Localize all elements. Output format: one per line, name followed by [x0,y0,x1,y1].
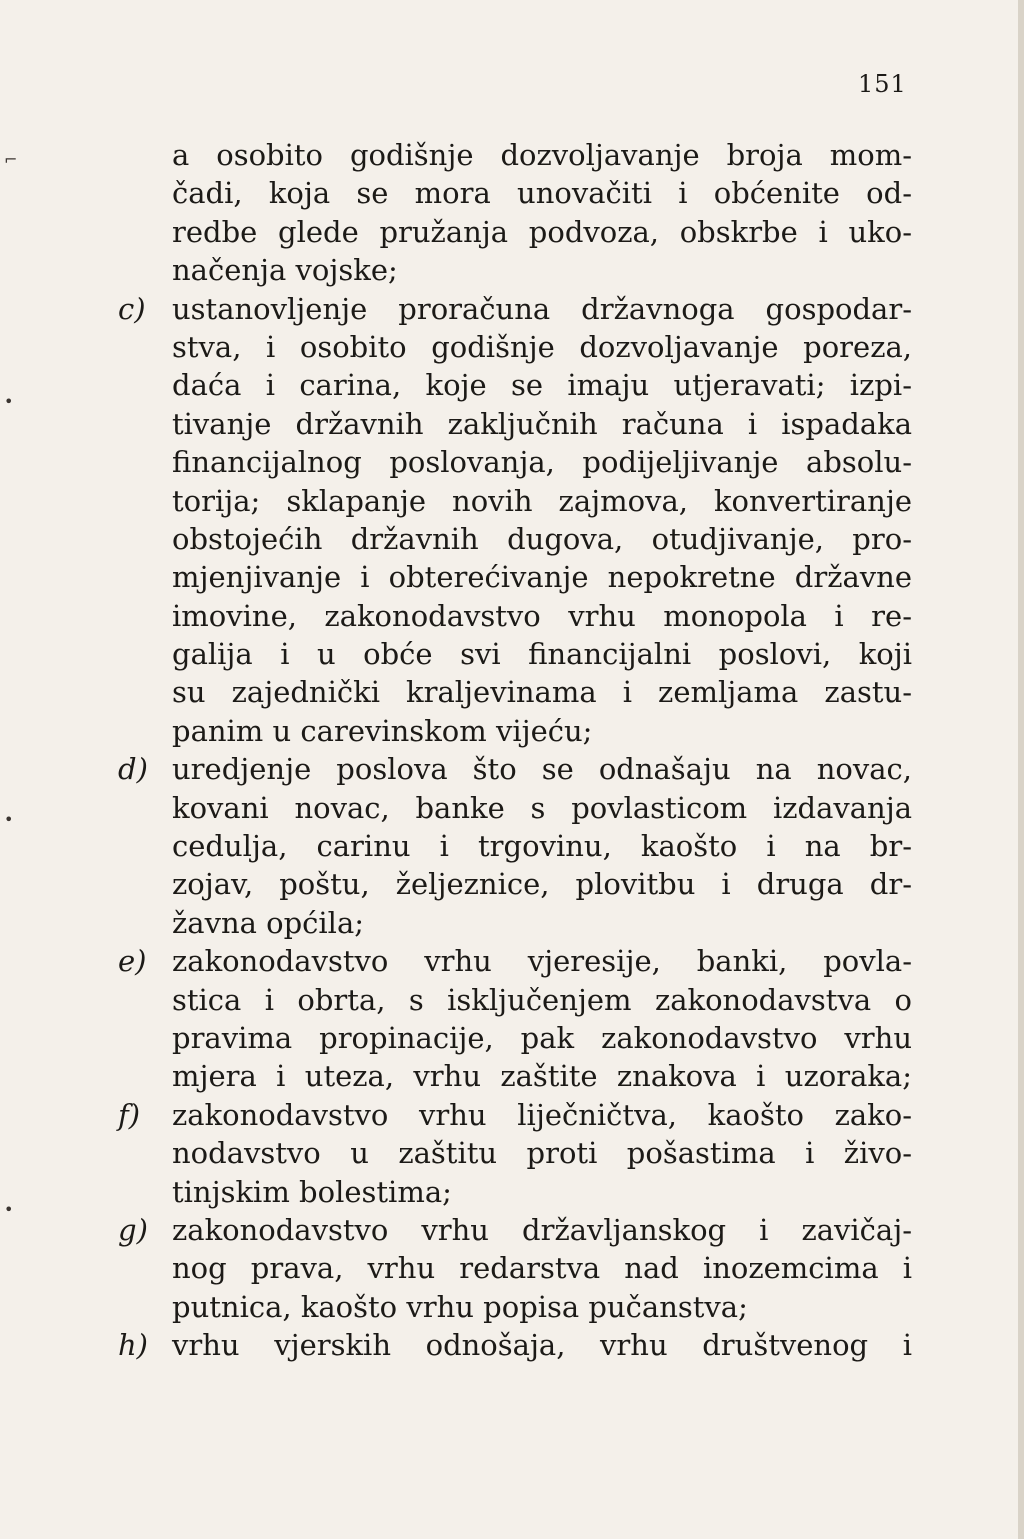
text-line [112,136,912,174]
text-line [112,827,912,865]
line-text: načenja vojske; [172,253,398,288]
list-marker: e) [118,944,147,979]
text-line [112,981,912,1019]
list-marker: h) [118,1328,148,1363]
margin-mark: • [4,810,14,829]
line-text: financijalnog poslovanja, podijeljivanje absolu- [172,445,912,480]
text-line [112,750,912,788]
text-line [112,1288,912,1326]
text-line [112,213,912,251]
text-line [112,942,912,980]
line-text: stica i obrta, s isključenjem zakonodavstva o [172,982,912,1017]
list-marker: f) [118,1097,141,1132]
text-line [112,1249,912,1287]
text-line [112,1096,912,1134]
line-text: galija i u obće svi financijalni poslovi, koji [172,637,912,672]
line-text: tivanje državnih zaključnih računa i ispadaka [172,406,912,441]
line-text: mjera i uteza, vrhu zaštite znakova i uzoraka; [172,1059,912,1094]
text-line [112,1019,912,1057]
text-line [112,251,912,289]
line-text: torija; sklapanje novih zajmova, konvertiranje [172,483,912,518]
text-line [112,865,912,903]
text-line [112,366,912,404]
text-line [112,1326,912,1364]
text-line [112,1134,912,1172]
text-line [112,597,912,635]
margin-mark: • [4,1200,14,1219]
line-text: tinjskim bolestima; [172,1174,452,1209]
line-text: mjenjivanje i obterećivanje nepokretne državne [172,560,912,595]
text-line [112,673,912,711]
text-line [112,520,912,558]
text-line [112,1173,912,1211]
text-line [112,1057,912,1095]
line-text: su zajednički kraljevinama i zemljama zastu- [172,675,912,710]
text-line [112,443,912,481]
list-marker: c) [118,291,146,326]
text-line [112,712,912,750]
text-line [112,558,912,596]
text-line [112,328,912,366]
line-text: daća i carina, koje se imaju utjeravati; izpi- [172,368,912,403]
text-line [112,1211,912,1249]
line-text: pravima propinacije, pak zakonodavstvo vrhu [172,1020,912,1055]
line-text: kovani novac, banke s povlasticom izdavanja [172,790,912,825]
text-line [112,789,912,827]
page-number: 151 [858,70,907,98]
list-marker: g) [118,1212,148,1247]
text-block [112,136,912,1365]
line-text: zakonodavstvo vrhu vjeresije, banki, povla- [172,944,912,979]
line-text: nodavstvo u zaštitu proti pošastima i živo- [172,1136,912,1171]
margin-mark: ⌐ [4,150,18,169]
line-text: cedulja, carinu i trgovinu, kaošto i na br- [172,829,912,864]
text-line [112,482,912,520]
line-text: uredjenje poslova što se odnašaju na novac, [172,752,912,787]
line-text: imovine, zakonodavstvo vrhu monopola i re- [172,598,912,633]
line-text: zojav, poštu, željeznice, plovitbu i druga dr- [172,867,912,902]
margin-mark: • [4,392,14,411]
text-line [112,290,912,328]
line-text: a osobito godišnje dozvoljavanje broja mom- [172,138,912,172]
text-line [112,635,912,673]
line-text: putnica, kaošto vrhu popisa pučanstva; [172,1289,748,1324]
line-text: panim u carevinskom vijeću; [172,713,593,748]
text-line [112,904,912,942]
line-text: obstojećih državnih dugova, otudjivanje, pro- [172,521,912,556]
line-text: žavna općila; [172,905,365,940]
line-text: zakonodavstvo vrhu liječničtva, kaošto zako- [172,1097,912,1132]
list-marker: d) [118,752,148,787]
line-text: redbe glede pružanja podvoza, obskrbe i uko- [172,214,912,249]
page-edge-shadow [1018,0,1024,1539]
text-line [112,405,912,443]
line-text: vrhu vjerskih odnošaja, vrhu društvenog i [172,1328,912,1363]
line-text: zakonodavstvo vrhu državljanskog i zavičaj- [172,1212,912,1247]
line-text: stva, i osobito godišnje dozvoljavanje poreza, [172,329,912,364]
line-text: čadi, koja se mora unovačiti i obćenite od- [172,176,912,211]
text-line [112,174,912,212]
line-text: ustanovljenje proračuna državnoga gospodar- [172,291,912,326]
line-text: nog prava, vrhu redarstva nad inozemcima i [172,1251,912,1286]
